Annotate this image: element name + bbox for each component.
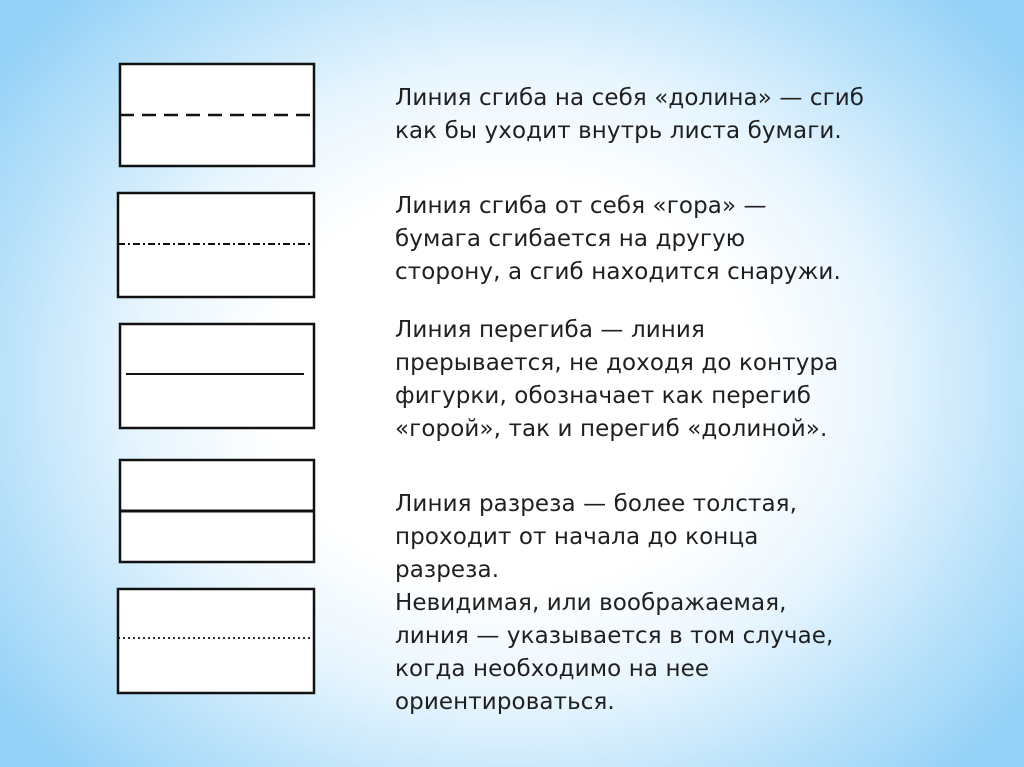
refold-description: Линия перегиба — линия прерывается, не доходя до контура фигурки, обозначает как перегиб «горой», так и перегиб «долиной». <box>395 317 839 442</box>
cut-and-invisible-line-description: Линия разреза — более толстая, проходит от начала до конца разреза. Невидимая, или воображаемая, линия — указывается в том случае, когда необходимо на нее ориентироваться. <box>395 491 834 715</box>
invisible-line-box <box>118 589 314 693</box>
valley-fold-description: Линия сгиба на себя «долина» — сгиб как бы уходит внутрь листа бумаги. <box>395 85 865 144</box>
cut-line-box <box>120 460 314 562</box>
refold-box <box>120 324 314 428</box>
mountain-fold-box <box>118 193 314 297</box>
fold-lines-diagram <box>112 56 326 702</box>
valley-fold-box <box>120 64 314 166</box>
mountain-fold-description: Линия сгиба от себя «гора» — бумага сгибается на другую сторону, а сгиб находится снаружи. <box>395 193 841 285</box>
